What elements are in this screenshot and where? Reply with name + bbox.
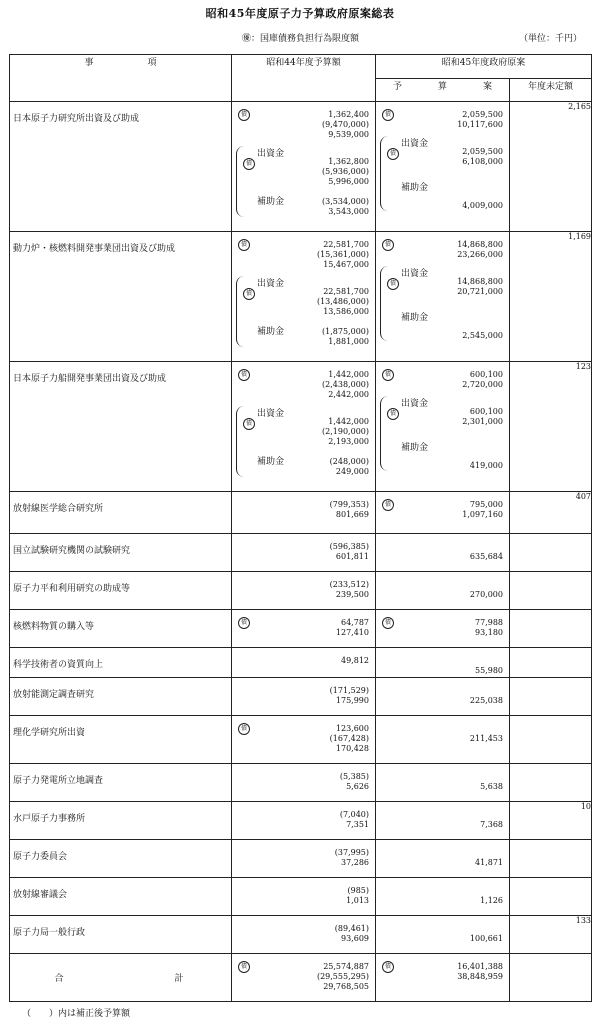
value: (5,385) bbox=[339, 772, 369, 781]
row-name: 原子力委員会 bbox=[10, 840, 232, 878]
value: 211,453 bbox=[469, 734, 503, 743]
value: 100,661 bbox=[469, 934, 503, 943]
fy44-cell bbox=[232, 572, 376, 610]
row-name: 国立試験研究機関の試験研究 bbox=[10, 534, 232, 572]
legend-note: ㊝：国庫債務負担行為限度額 bbox=[242, 34, 360, 44]
value: 270,000 bbox=[469, 590, 503, 599]
value-stack bbox=[381, 297, 503, 341]
value-stack bbox=[376, 648, 509, 676]
debt-mark-icon: 債 bbox=[238, 239, 250, 251]
value-stack bbox=[376, 840, 509, 868]
value: (171,529) bbox=[329, 686, 369, 695]
table-row bbox=[10, 610, 592, 648]
total-fy45 bbox=[376, 954, 510, 1002]
value-stack bbox=[376, 572, 509, 600]
table-row bbox=[10, 232, 592, 362]
value: (233,512) bbox=[329, 580, 369, 589]
fy44-cell bbox=[232, 802, 376, 840]
value-stack bbox=[232, 954, 375, 992]
fy45-cell bbox=[376, 610, 510, 648]
debt-mark-icon: 債 bbox=[243, 158, 255, 170]
subsidy-label: 補助金 bbox=[401, 443, 429, 453]
value: (1,875,000) bbox=[322, 327, 369, 336]
row-name: 日本原子力船開発事業団出資及び助成 bbox=[10, 362, 232, 492]
undetermined-cell: 1,169 bbox=[510, 232, 592, 362]
investment-label: 出資金 bbox=[257, 409, 285, 419]
value: 1,442,000 bbox=[328, 370, 369, 379]
value: 16,401,388 bbox=[457, 962, 503, 971]
value: 2,193,000 bbox=[328, 437, 369, 446]
value-stack bbox=[232, 878, 375, 906]
debt-mark-icon: 債 bbox=[243, 288, 255, 300]
table-row bbox=[10, 678, 592, 716]
value: 3,543,000 bbox=[328, 207, 369, 216]
value-stack bbox=[381, 398, 503, 427]
row-name: 科学技術者の資質向上 bbox=[10, 648, 232, 678]
undetermined-cell: 10 bbox=[510, 802, 592, 840]
subsidy-label: 補助金 bbox=[257, 197, 285, 207]
sub-breakdown bbox=[236, 276, 369, 347]
total-label bbox=[10, 954, 232, 1002]
undetermined-cell: 133 bbox=[510, 916, 592, 954]
total-label-right: 計 bbox=[174, 974, 187, 984]
value: 37,286 bbox=[341, 858, 369, 867]
total-row bbox=[10, 954, 592, 1002]
value: 7,368 bbox=[480, 820, 503, 829]
sub-breakdown bbox=[236, 406, 369, 477]
value: 22,581,700 bbox=[323, 240, 369, 249]
value: 14,868,800 bbox=[457, 240, 503, 249]
value: (799,353) bbox=[329, 500, 369, 509]
value: 20,721,000 bbox=[457, 287, 503, 296]
value: 2,720,000 bbox=[462, 380, 503, 389]
undetermined-cell: 2,165 bbox=[510, 102, 592, 232]
value-stack bbox=[232, 572, 375, 600]
value-stack bbox=[232, 648, 375, 666]
row-name: 放射線審議会 bbox=[10, 878, 232, 916]
value-stack bbox=[376, 678, 509, 706]
fy45-cell bbox=[376, 492, 510, 534]
undetermined-cell bbox=[510, 716, 592, 764]
undetermined-cell bbox=[510, 648, 592, 678]
value-stack bbox=[232, 534, 375, 562]
value: 795,000 bbox=[469, 500, 503, 509]
subsidy-label: 補助金 bbox=[401, 313, 429, 323]
undetermined-cell bbox=[510, 678, 592, 716]
value-stack bbox=[376, 610, 509, 638]
value: 6,108,000 bbox=[462, 157, 503, 166]
investment-label: 出資金 bbox=[401, 269, 429, 279]
value: 23,266,000 bbox=[457, 250, 503, 259]
header-fy44: 昭和44年度予算額 bbox=[232, 55, 376, 102]
value-stack bbox=[381, 268, 503, 297]
value: 1,013 bbox=[346, 896, 369, 905]
fy45-cell bbox=[376, 572, 510, 610]
undetermined-cell bbox=[510, 764, 592, 802]
row-name: 動力炉・核燃料開発事業団出資及び助成 bbox=[10, 232, 232, 362]
table-row bbox=[10, 802, 592, 840]
value: 127,410 bbox=[335, 628, 369, 637]
table-row bbox=[10, 840, 592, 878]
value-stack bbox=[232, 840, 375, 868]
value: 5,638 bbox=[480, 782, 503, 791]
footnote: （ ）内は補正後予算額 bbox=[22, 1009, 131, 1019]
fy44-cell bbox=[232, 878, 376, 916]
fy44-cell bbox=[232, 232, 376, 362]
debt-mark-icon: 債 bbox=[238, 961, 250, 973]
value: (29,555,295) bbox=[316, 972, 369, 981]
debt-mark-icon: 債 bbox=[382, 239, 394, 251]
value: 10,117,600 bbox=[457, 120, 503, 129]
row-name: 放射線医学総合研究所 bbox=[10, 492, 232, 534]
value-stack bbox=[376, 492, 509, 520]
value: 1,362,400 bbox=[328, 110, 369, 119]
debt-mark-icon: 債 bbox=[387, 148, 399, 160]
fy44-cell bbox=[232, 492, 376, 534]
investment-label: 出資金 bbox=[257, 279, 285, 289]
debt-mark-icon: 債 bbox=[382, 617, 394, 629]
total-fy44 bbox=[232, 954, 376, 1002]
table-row bbox=[10, 764, 592, 802]
undetermined-cell bbox=[510, 840, 592, 878]
value: (37,995) bbox=[334, 848, 369, 857]
table-row bbox=[10, 716, 592, 764]
fy45-cell bbox=[376, 678, 510, 716]
value: 49,812 bbox=[341, 656, 369, 665]
value: 14,868,800 bbox=[457, 277, 503, 286]
table-row bbox=[10, 648, 592, 678]
table-row bbox=[10, 572, 592, 610]
fy45-cell bbox=[376, 802, 510, 840]
page-title: 昭和45年度原子力予算政府原案総表 bbox=[205, 7, 395, 20]
value: 5,626 bbox=[346, 782, 369, 791]
value-stack bbox=[232, 362, 375, 400]
value: 601,811 bbox=[335, 552, 369, 561]
value-stack bbox=[376, 916, 509, 944]
debt-mark-icon: 債 bbox=[382, 109, 394, 121]
value: 2,059,500 bbox=[462, 110, 503, 119]
debt-mark-icon: 債 bbox=[382, 369, 394, 381]
value: (3,534,000) bbox=[322, 197, 369, 206]
subsidy-label: 補助金 bbox=[257, 457, 285, 467]
fy44-cell bbox=[232, 916, 376, 954]
header-fy45: 昭和45年度政府原案 bbox=[376, 55, 592, 79]
value: 64,787 bbox=[341, 618, 369, 627]
row-name: 理化学研究所出資 bbox=[10, 716, 232, 764]
fy44-cell bbox=[232, 648, 376, 678]
fy45-cell bbox=[376, 534, 510, 572]
value: (985) bbox=[347, 886, 369, 895]
row-name: 水戸原子力事務所 bbox=[10, 802, 232, 840]
debt-mark-icon: 債 bbox=[243, 418, 255, 430]
value: (15,361,000) bbox=[316, 250, 369, 259]
value: 1,881,000 bbox=[328, 337, 369, 346]
value: (248,000) bbox=[329, 457, 369, 466]
value: 1,442,000 bbox=[328, 417, 369, 426]
value: 239,500 bbox=[335, 590, 369, 599]
value: 1,362,800 bbox=[328, 157, 369, 166]
value: 29,768,505 bbox=[323, 982, 369, 991]
value-stack bbox=[376, 764, 509, 792]
value-stack bbox=[381, 138, 503, 167]
value: 7,351 bbox=[346, 820, 369, 829]
debt-mark-icon: 債 bbox=[382, 961, 394, 973]
value: 249,000 bbox=[335, 467, 369, 476]
fy44-cell bbox=[232, 716, 376, 764]
value: (89,461) bbox=[334, 924, 369, 933]
value: 93,180 bbox=[475, 628, 503, 637]
value-stack bbox=[232, 802, 375, 830]
debt-mark-icon: 債 bbox=[387, 278, 399, 290]
value: 801,669 bbox=[335, 510, 369, 519]
value: 1,126 bbox=[480, 896, 503, 905]
value-stack bbox=[232, 764, 375, 792]
value: 225,038 bbox=[469, 696, 503, 705]
value-stack bbox=[232, 492, 375, 520]
value: 77,988 bbox=[475, 618, 503, 627]
value-stack bbox=[381, 427, 503, 471]
undetermined-cell bbox=[510, 572, 592, 610]
table-row bbox=[10, 534, 592, 572]
debt-mark-icon: 債 bbox=[382, 499, 394, 511]
value-stack bbox=[376, 362, 509, 390]
row-name: 原子力発電所立地調査 bbox=[10, 764, 232, 802]
value: 15,467,000 bbox=[323, 260, 369, 269]
row-name: 核燃料物質の購入等 bbox=[10, 610, 232, 648]
value: 41,871 bbox=[475, 858, 503, 867]
table-body bbox=[10, 102, 592, 1002]
fy44-cell bbox=[232, 840, 376, 878]
value: 123,600 bbox=[335, 724, 369, 733]
value-stack bbox=[232, 916, 375, 944]
value-stack bbox=[232, 716, 375, 754]
value: (2,438,000) bbox=[322, 380, 369, 389]
undetermined-cell bbox=[510, 534, 592, 572]
value: 38,848,959 bbox=[457, 972, 503, 981]
value: 55,980 bbox=[475, 666, 503, 675]
debt-mark-icon: 債 bbox=[238, 723, 250, 735]
sub-breakdown bbox=[236, 146, 369, 217]
fy44-cell bbox=[232, 678, 376, 716]
value-stack bbox=[376, 102, 509, 130]
debt-mark-icon: 債 bbox=[238, 617, 250, 629]
value: 1,097,160 bbox=[462, 510, 503, 519]
undetermined-cell: 123 bbox=[510, 362, 592, 492]
table-row bbox=[10, 492, 592, 534]
budget-table bbox=[9, 54, 592, 1002]
value: (167,428) bbox=[329, 734, 369, 743]
value: 2,442,000 bbox=[328, 390, 369, 399]
value: 600,100 bbox=[469, 370, 503, 379]
sub-breakdown bbox=[380, 136, 503, 211]
header-item: 事 項 bbox=[10, 55, 232, 102]
fy45-cell bbox=[376, 102, 510, 232]
row-name: 原子力平和利用研究の助成等 bbox=[10, 572, 232, 610]
value-stack bbox=[232, 102, 375, 140]
row-name: 放射能測定調査研究 bbox=[10, 678, 232, 716]
table-row bbox=[10, 916, 592, 954]
value-stack bbox=[381, 167, 503, 211]
row-name: 原子力局一般行政 bbox=[10, 916, 232, 954]
value-stack bbox=[376, 802, 509, 830]
value: 600,100 bbox=[469, 407, 503, 416]
fy44-cell bbox=[232, 764, 376, 802]
value: 4,009,000 bbox=[462, 201, 503, 210]
row-name: 日本原子力研究所出資及び助成 bbox=[10, 102, 232, 232]
table-row bbox=[10, 878, 592, 916]
value: (5,936,000) bbox=[322, 167, 369, 176]
value: 2,545,000 bbox=[462, 331, 503, 340]
fy45-cell bbox=[376, 764, 510, 802]
value: 2,301,000 bbox=[462, 417, 503, 426]
value: 22,581,700 bbox=[323, 287, 369, 296]
investment-label: 出資金 bbox=[257, 149, 285, 159]
value-stack bbox=[376, 534, 509, 562]
value-stack bbox=[232, 232, 375, 270]
value: 170,428 bbox=[335, 744, 369, 753]
undetermined-cell: 407 bbox=[510, 492, 592, 534]
subsidy-label: 補助金 bbox=[257, 327, 285, 337]
value: 175,990 bbox=[335, 696, 369, 705]
fy44-cell bbox=[232, 362, 376, 492]
value-stack bbox=[376, 232, 509, 260]
table-row bbox=[10, 362, 592, 492]
value: 25,574,887 bbox=[323, 962, 369, 971]
total-label-left: 合 bbox=[54, 974, 67, 984]
value-stack bbox=[232, 610, 375, 638]
fy44-cell bbox=[232, 534, 376, 572]
debt-mark-icon: 債 bbox=[387, 408, 399, 420]
value: (2,190,000) bbox=[322, 427, 369, 436]
value: 93,609 bbox=[341, 934, 369, 943]
value-stack bbox=[376, 954, 509, 982]
sub-breakdown bbox=[380, 266, 503, 341]
value: 13,586,000 bbox=[323, 307, 369, 316]
fy45-cell bbox=[376, 878, 510, 916]
fy45-cell bbox=[376, 716, 510, 764]
fy44-cell bbox=[232, 610, 376, 648]
value: (13,486,000) bbox=[316, 297, 369, 306]
subsidy-label: 補助金 bbox=[401, 183, 429, 193]
debt-mark-icon: 債 bbox=[238, 369, 250, 381]
sub-breakdown bbox=[380, 396, 503, 471]
unit-note: （単位：千円） bbox=[518, 34, 582, 44]
fy45-cell bbox=[376, 362, 510, 492]
value: 9,539,000 bbox=[328, 130, 369, 139]
fy45-cell bbox=[376, 648, 510, 678]
value-stack bbox=[376, 878, 509, 906]
value: 635,684 bbox=[469, 552, 503, 561]
fy45-cell bbox=[376, 232, 510, 362]
value-stack bbox=[376, 716, 509, 744]
value: 419,000 bbox=[469, 461, 503, 470]
fy45-cell bbox=[376, 840, 510, 878]
header-budget: 予 算 案 bbox=[376, 79, 510, 102]
undetermined-cell bbox=[510, 610, 592, 648]
undetermined-cell bbox=[510, 878, 592, 916]
header-undetermined: 年度未定額 bbox=[510, 79, 592, 102]
value: 2,059,500 bbox=[462, 147, 503, 156]
investment-label: 出資金 bbox=[401, 399, 429, 409]
value: (7,040) bbox=[339, 810, 369, 819]
value: (596,385) bbox=[329, 542, 369, 551]
debt-mark-icon: 債 bbox=[238, 109, 250, 121]
value: 5,996,000 bbox=[328, 177, 369, 186]
investment-label: 出資金 bbox=[401, 139, 429, 149]
table-row bbox=[10, 102, 592, 232]
fy44-cell bbox=[232, 102, 376, 232]
fy45-cell bbox=[376, 916, 510, 954]
total-undetermined bbox=[510, 954, 592, 1002]
value: (9,470,000) bbox=[322, 120, 369, 129]
value-stack bbox=[232, 678, 375, 706]
